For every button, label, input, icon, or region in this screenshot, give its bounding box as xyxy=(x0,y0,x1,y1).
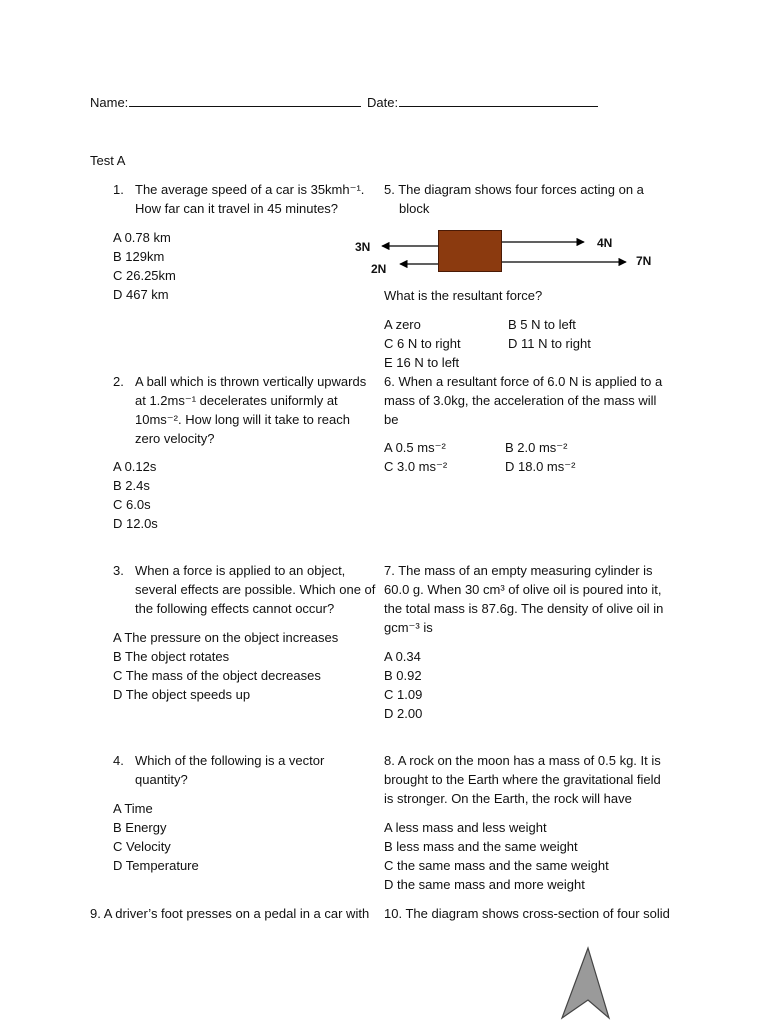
q6-option-b[interactable]: B 2.0 ms⁻² xyxy=(505,440,568,455)
q5-option-e[interactable]: E 16 N to left xyxy=(384,355,460,370)
q2-option-c[interactable]: C 6.0s xyxy=(113,497,151,512)
q8-option-a[interactable]: A less mass and less weight xyxy=(384,820,547,835)
q7-line1: 7. The mass of an empty measuring cylinder is xyxy=(384,563,653,578)
q6-line1: 6. When a resultant force of 6.0 N is applied to a xyxy=(384,374,663,389)
q1-number: 1. xyxy=(113,182,124,197)
q7-option-b[interactable]: B 0.92 xyxy=(384,668,422,683)
q2-line1: A ball which is thrown vertically upwards xyxy=(135,374,367,389)
q4-number: 4. xyxy=(113,753,124,768)
q5-line1: 5. The diagram shows four forces acting on a xyxy=(384,182,644,197)
q1-option-a[interactable]: A 0.78 km xyxy=(113,230,171,245)
q5-option-a[interactable]: A zero xyxy=(384,317,421,332)
q3-line2: several effects are possible. Which one of xyxy=(135,582,376,597)
q7-line2: 60.0 g. When 30 cm³ of olive oil is poured into it, xyxy=(384,582,662,597)
test-title: Test A xyxy=(90,153,126,168)
force-label-3n: 3N xyxy=(355,240,371,254)
solid-shape-a xyxy=(562,948,609,1018)
q7-option-c[interactable]: C 1.09 xyxy=(384,687,423,702)
force-label-4n: 4N xyxy=(597,236,613,250)
q5-option-b[interactable]: B 5 N to left xyxy=(508,317,576,332)
force-label-7n: 7N xyxy=(636,254,652,268)
q2-option-a[interactable]: A 0.12s xyxy=(113,459,157,474)
q8-option-d[interactable]: D the same mass and more weight xyxy=(384,877,585,892)
q4-option-b[interactable]: B Energy xyxy=(113,820,167,835)
q10-line1: 10. The diagram shows cross-section of four solid xyxy=(384,906,670,921)
q4-option-a[interactable]: A Time xyxy=(113,801,153,816)
q7-line4: gcm⁻³ is xyxy=(384,620,433,635)
q6-option-c[interactable]: C 3.0 ms⁻² xyxy=(384,459,448,474)
q4-option-d[interactable]: D Temperature xyxy=(113,858,199,873)
q2-number: 2. xyxy=(113,374,124,389)
q2-line2: at 1.2ms⁻¹ decelerates uniformly at xyxy=(135,393,338,408)
q6-line2: mass of 3.0kg, the acceleration of the mass will xyxy=(384,393,657,408)
q1-option-c[interactable]: C 26.25km xyxy=(113,268,176,283)
q4-line2: quantity? xyxy=(135,772,188,787)
q8-line2: brought to the Earth where the gravitational field xyxy=(384,772,661,787)
q3-option-b[interactable]: B The object rotates xyxy=(113,649,230,664)
q6-option-d[interactable]: D 18.0 ms⁻² xyxy=(505,459,576,474)
q1-option-b[interactable]: B 129km xyxy=(113,249,165,264)
q3-number: 3. xyxy=(113,563,124,578)
q4-line1: Which of the following is a vector xyxy=(135,753,325,768)
q3-line1: When a force is applied to an object, xyxy=(135,563,346,578)
q6-line3: be xyxy=(384,412,399,427)
q1-option-d[interactable]: D 467 km xyxy=(113,287,169,302)
q3-line3: the following effects cannot occur? xyxy=(135,601,335,616)
q8-option-c[interactable]: C the same mass and the same weight xyxy=(384,858,609,873)
q2-line4: zero velocity? xyxy=(135,431,215,446)
force-label-2n: 2N xyxy=(371,262,387,276)
q2-option-b[interactable]: B 2.4s xyxy=(113,478,150,493)
q5-line2: block xyxy=(399,201,430,216)
q3-option-c[interactable]: C The mass of the object decreases xyxy=(113,668,321,683)
q1-line2: How far can it travel in 45 minutes? xyxy=(135,201,339,216)
q7-option-d[interactable]: D 2.00 xyxy=(384,706,423,721)
q8-line3: is stronger. On the Earth, the rock will have xyxy=(384,791,632,806)
q3-option-a[interactable]: A The pressure on the object increases xyxy=(113,630,339,645)
q4-option-c[interactable]: C Velocity xyxy=(113,839,171,854)
q2-option-d[interactable]: D 12.0s xyxy=(113,516,158,531)
q2-line3: 10ms⁻². How long will it take to reach xyxy=(135,412,350,427)
q5-question: What is the resultant force? xyxy=(384,288,543,303)
q8-option-b[interactable]: B less mass and the same weight xyxy=(384,839,578,854)
q8-line1: 8. A rock on the moon has a mass of 0.5 kg. It is xyxy=(384,753,661,768)
date-label: Date: xyxy=(367,95,399,110)
q3-option-d[interactable]: D The object speeds up xyxy=(113,687,251,702)
q6-option-a[interactable]: A 0.5 ms⁻² xyxy=(384,440,446,455)
q1-line1: The average speed of a car is 35kmh⁻¹. xyxy=(135,182,365,197)
q9-line1: 9. A driver’s foot presses on a pedal in a car with xyxy=(90,906,370,921)
q5-option-d[interactable]: D 11 N to right xyxy=(508,336,591,351)
name-label: Name: xyxy=(90,95,129,110)
q5-option-c[interactable]: C 6 N to right xyxy=(384,336,461,351)
q7-option-a[interactable]: A 0.34 xyxy=(384,649,421,664)
q7-line3: the total mass is 87.6g. The density of olive oil in xyxy=(384,601,664,616)
